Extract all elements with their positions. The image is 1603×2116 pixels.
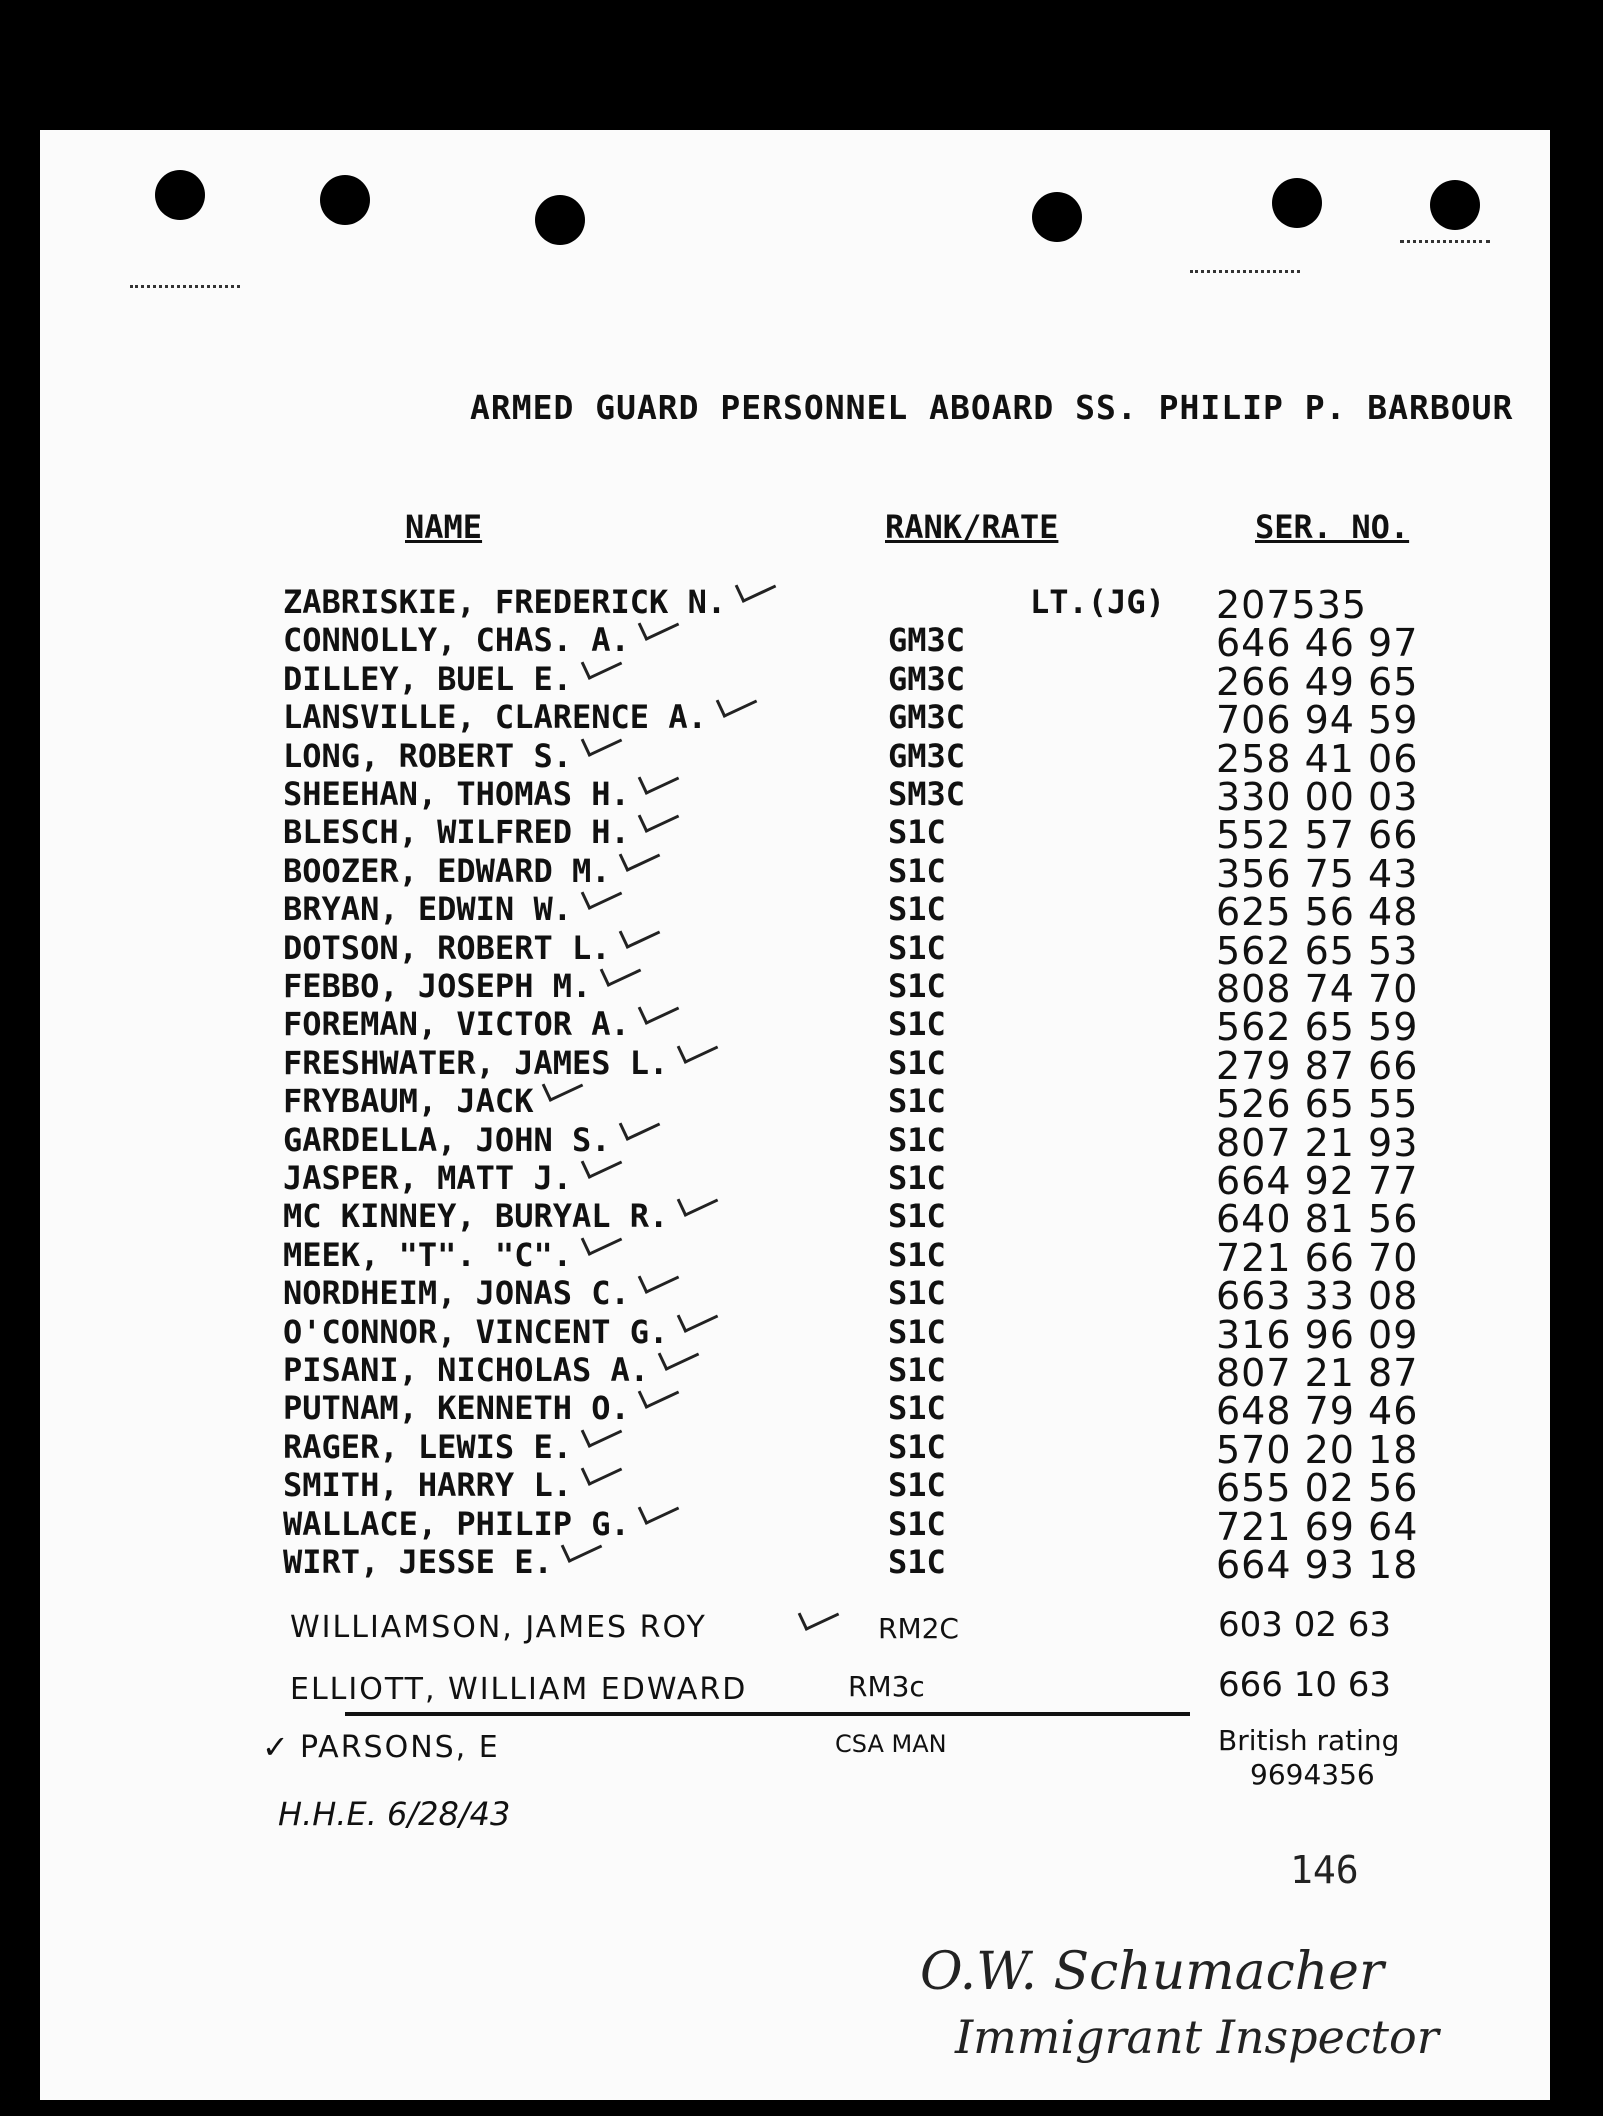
serial-cell: 562 65 59 xyxy=(1216,1005,1419,1050)
name-cell: PUTNAM, KENNETH O. xyxy=(283,1389,630,1428)
rank-cell: S1C xyxy=(888,928,946,967)
serial-cell: 207535 xyxy=(1216,583,1368,627)
punch-hole xyxy=(320,175,370,225)
rank-cell: S1C xyxy=(888,1389,946,1428)
handwritten-serial-number: 9694356 xyxy=(1250,1758,1375,1791)
name-cell: FRYBAUM, JACK xyxy=(283,1082,534,1121)
serial-cell: 721 69 64 xyxy=(1216,1504,1419,1549)
serial-cell: 721 66 70 xyxy=(1216,1235,1419,1280)
column-header-name: NAME xyxy=(405,508,483,546)
rank-cell: S1C xyxy=(888,1235,946,1274)
dotted-mark xyxy=(1400,240,1490,246)
name-cell: JASPER, MATT J. xyxy=(283,1159,572,1197)
handwritten-serial-note: British rating xyxy=(1218,1724,1400,1757)
table-row xyxy=(0,851,1603,896)
rank-cell: S1C xyxy=(888,967,946,1005)
punch-hole xyxy=(535,195,585,245)
name-cell: FRESHWATER, JAMES L. xyxy=(283,1043,669,1082)
table-row xyxy=(0,736,1603,781)
handwritten-rank: RM2C xyxy=(878,1612,959,1645)
name-cell: RAGER, LEWIS E. xyxy=(283,1427,572,1466)
serial-cell: 706 94 59 xyxy=(1216,698,1419,743)
rank-cell: GM3C xyxy=(888,621,966,660)
serial-cell: 266 49 65 xyxy=(1216,659,1419,704)
serial-cell: 807 21 93 xyxy=(1216,1120,1419,1165)
handwritten-rank: CSA MAN xyxy=(835,1730,947,1758)
rank-cell: S1C xyxy=(888,851,946,890)
name-cell: MEEK, "T". "C". xyxy=(283,1235,572,1274)
name-cell: LONG, ROBERT S. xyxy=(283,736,572,775)
page-title: ARMED GUARD PERSONNEL ABOARD SS. PHILIP P. BARBOUR xyxy=(470,388,1514,427)
table-row xyxy=(0,1312,1603,1357)
initials-date: H.H.E. 6/28/43 xyxy=(278,1795,511,1833)
table-row xyxy=(0,1082,1603,1127)
rank-cell: SM3C xyxy=(888,775,966,813)
table-row xyxy=(0,1043,1603,1088)
serial-cell: 663 33 08 xyxy=(1216,1274,1419,1319)
table-row xyxy=(0,813,1603,858)
rank-cell: S1C xyxy=(888,1312,946,1351)
rank-cell: GM3C xyxy=(888,736,966,775)
name-cell: FOREMAN, VICTOR A. xyxy=(283,1005,630,1044)
name-cell: LANSVILLE, CLARENCE A. xyxy=(283,698,707,737)
name-cell: BRYAN, EDWIN W. xyxy=(283,890,572,929)
table-row xyxy=(0,890,1603,935)
name-cell: O'CONNOR, VINCENT G. xyxy=(283,1312,669,1351)
table-row xyxy=(0,1389,1603,1434)
table-row xyxy=(0,1427,1603,1472)
rank-cell: GM3C xyxy=(888,659,966,698)
table-row xyxy=(0,1466,1603,1511)
name-cell: WIRT, JESSE E. xyxy=(283,1543,553,1581)
check-mark-handwritten: ✓ xyxy=(262,1728,289,1766)
signature-title: Immigrant Inspector xyxy=(955,2010,1439,2064)
rank-cell: S1C xyxy=(888,1274,946,1313)
serial-cell: 258 41 06 xyxy=(1216,736,1419,781)
table-row xyxy=(0,1005,1603,1050)
table-row xyxy=(0,583,1603,627)
signature: O.W. Schumacher xyxy=(920,1942,1384,2002)
rank-cell: S1C xyxy=(888,1543,946,1581)
table-row xyxy=(0,1120,1603,1165)
rank-cell: S1C xyxy=(888,1005,946,1044)
name-cell: SMITH, HARRY L. xyxy=(283,1466,572,1505)
handwritten-serial: 603 02 63 xyxy=(1218,1605,1392,1645)
table-row xyxy=(0,1235,1603,1280)
column-header-rank: RANK/RATE xyxy=(885,508,1059,546)
name-cell: DILLEY, BUEL E. xyxy=(283,659,572,698)
table-row xyxy=(0,1504,1603,1549)
rank-cell: S1C xyxy=(888,1082,946,1121)
table-row xyxy=(0,1274,1603,1319)
table-row xyxy=(0,1197,1603,1242)
serial-cell: 807 21 87 xyxy=(1216,1351,1419,1395)
table-row xyxy=(0,1159,1603,1203)
dotted-mark xyxy=(130,285,240,291)
rank-cell: S1C xyxy=(888,1466,946,1505)
serial-cell: 562 65 53 xyxy=(1216,928,1419,973)
table-row xyxy=(0,621,1603,666)
handwritten-name: WILLIAMSON, JAMES ROY xyxy=(290,1610,707,1645)
serial-cell: 625 56 48 xyxy=(1216,890,1419,935)
serial-cell: 648 79 46 xyxy=(1216,1389,1419,1434)
rank-cell: S1C xyxy=(888,1159,946,1197)
serial-cell: 316 96 09 xyxy=(1216,1312,1419,1357)
rank-cell: S1C xyxy=(888,813,946,852)
handwritten-rank: RM3c xyxy=(848,1670,925,1703)
rank-cell: S1C xyxy=(888,1351,946,1389)
table-row xyxy=(0,775,1603,819)
serial-cell: 808 74 70 xyxy=(1216,967,1419,1011)
serial-cell: 664 93 18 xyxy=(1216,1543,1419,1587)
name-cell: MC KINNEY, BURYAL R. xyxy=(283,1197,669,1236)
name-cell: CONNOLLY, CHAS. A. xyxy=(283,621,630,660)
table-row xyxy=(0,967,1603,1011)
serial-cell: 330 00 03 xyxy=(1216,775,1419,819)
name-cell: DOTSON, ROBERT L. xyxy=(283,928,611,967)
handwritten-name: ELLIOTT, WILLIAM EDWARD xyxy=(290,1672,748,1707)
rank-cell: LT.(JG) xyxy=(1030,583,1165,621)
name-cell: BLESCH, WILFRED H. xyxy=(283,813,630,852)
name-cell: ZABRISKIE, FREDERICK N. xyxy=(283,583,727,621)
rank-cell: S1C xyxy=(888,1043,946,1082)
serial-cell: 646 46 97 xyxy=(1216,621,1419,666)
rank-cell: S1C xyxy=(888,1504,946,1543)
serial-cell: 664 92 77 xyxy=(1216,1159,1419,1203)
serial-cell: 526 65 55 xyxy=(1216,1082,1419,1127)
dotted-mark xyxy=(1190,270,1300,276)
punch-hole xyxy=(1032,192,1082,242)
name-cell: GARDELLA, JOHN S. xyxy=(283,1120,611,1159)
name-cell: WALLACE, PHILIP G. xyxy=(283,1504,630,1543)
name-cell: FEBBO, JOSEPH M. xyxy=(283,967,592,1005)
punch-hole xyxy=(1430,180,1480,230)
column-header-serial: SER. NO. xyxy=(1255,508,1410,546)
table-row xyxy=(0,659,1603,704)
name-cell: SHEEHAN, THOMAS H. xyxy=(283,775,630,813)
handwritten-serial: 666 10 63 xyxy=(1218,1665,1392,1705)
page-number: 146 xyxy=(1290,1848,1359,1892)
rank-cell: GM3C xyxy=(888,698,966,737)
punch-hole xyxy=(1272,178,1322,228)
serial-cell: 655 02 56 xyxy=(1216,1466,1419,1511)
table-row xyxy=(0,698,1603,743)
serial-cell: 356 75 43 xyxy=(1216,851,1419,896)
handwritten-name: PARSONS, E xyxy=(300,1730,500,1765)
rank-cell: S1C xyxy=(888,1197,946,1236)
table-row xyxy=(0,1543,1603,1587)
table-row xyxy=(0,928,1603,973)
rank-cell: S1C xyxy=(888,890,946,929)
rank-cell: S1C xyxy=(888,1427,946,1466)
strike-through-line xyxy=(345,1712,1190,1716)
serial-cell: 640 81 56 xyxy=(1216,1197,1419,1242)
name-cell: BOOZER, EDWARD M. xyxy=(283,851,611,890)
table-row xyxy=(0,1351,1603,1395)
serial-cell: 570 20 18 xyxy=(1216,1427,1419,1472)
rank-cell: S1C xyxy=(888,1120,946,1159)
name-cell: NORDHEIM, JONAS C. xyxy=(283,1274,630,1313)
name-cell: PISANI, NICHOLAS A. xyxy=(283,1351,650,1389)
serial-cell: 279 87 66 xyxy=(1216,1043,1419,1088)
punch-hole xyxy=(155,170,205,220)
serial-cell: 552 57 66 xyxy=(1216,813,1419,858)
